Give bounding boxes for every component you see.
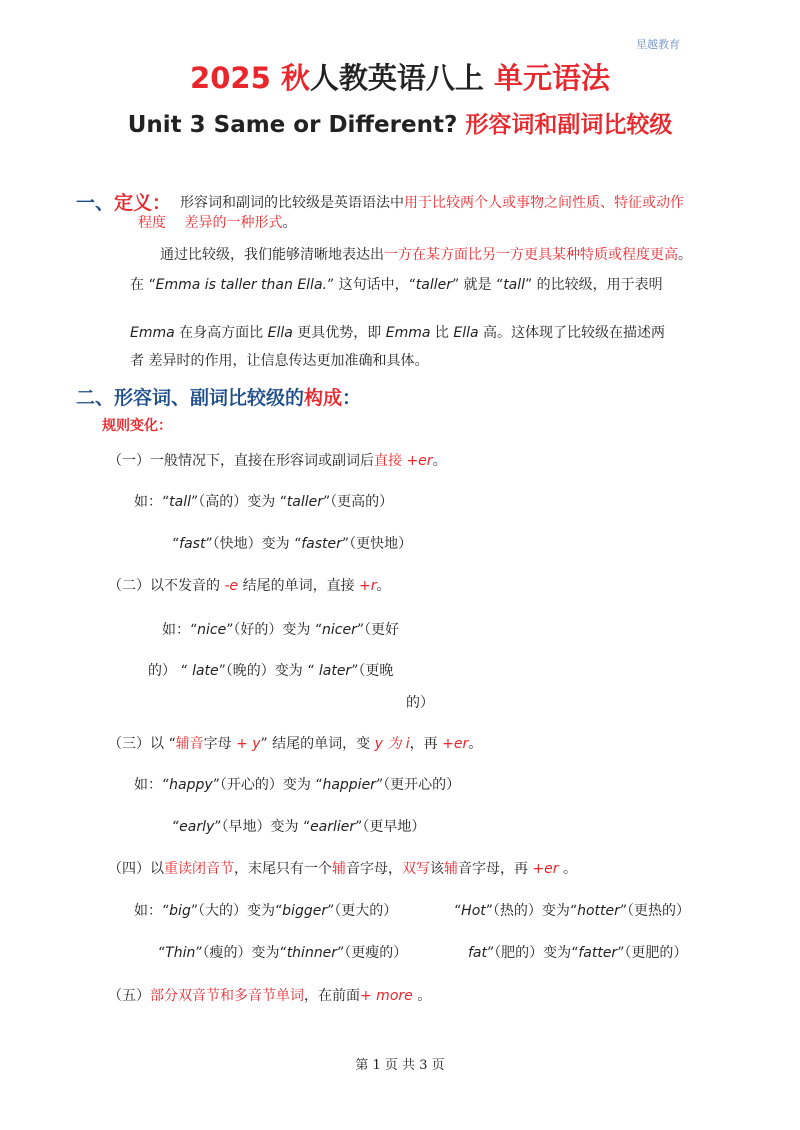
rule3 (108, 733, 482, 753)
p2-highlight: 一方在某方面比另一方更具某种特质或程度更高 (384, 247, 678, 263)
p4-name: Emma (385, 325, 431, 341)
ex-text: 如：“ (134, 777, 170, 793)
rule5 (108, 985, 431, 1005)
definition-end: 。 (282, 215, 297, 231)
ex-text: ”（大的）变为“ (190, 903, 283, 919)
ex-word: early (179, 819, 215, 835)
p4-text: 更具优势，即 (292, 325, 386, 341)
rule2-example1 (162, 619, 399, 639)
rule4-example2 (158, 942, 407, 962)
rule4-highlight: 双写 (402, 861, 430, 877)
ex-word: earlier (310, 819, 356, 835)
ex-word: tall (169, 494, 192, 510)
rule4-text: 该 (430, 861, 444, 877)
rule1-text: （一）一般情况下，直接在形容词或副词后 (108, 453, 374, 469)
ex-word: late (192, 663, 219, 679)
ex-word: later (318, 663, 352, 679)
p3-word: taller (415, 277, 452, 293)
rule3-end: 。 (468, 736, 483, 752)
p4-name: Ella (453, 325, 479, 341)
ex-word: fat (468, 945, 487, 961)
ex-text: ”（开心的）变为 “ (212, 777, 323, 793)
section2-title-end: ： (342, 387, 362, 409)
ex-word: thinner (286, 945, 338, 961)
definition-highlight-2: 程度 差异的一种形式 (138, 215, 283, 231)
rule2 (108, 575, 391, 595)
rule2-end: 。 (376, 578, 391, 594)
rule1-end: 。 (432, 453, 447, 469)
title-grammar: 单元语法 (493, 61, 610, 95)
ex-text: 如：“ (162, 622, 198, 638)
p3-word: tall (503, 277, 526, 293)
paragraph-5: 者 差异时的作用，让信息传达更加准确和具体。 (130, 353, 429, 369)
section1-heading (76, 188, 171, 215)
paragraph-2 (160, 244, 692, 264)
rule4-highlight: 辅 (444, 861, 458, 877)
ex-text: ”（更好 (356, 622, 400, 638)
rule5-more: + more (360, 988, 413, 1004)
rule5-end: 。 (412, 988, 432, 1004)
paragraph-3 (130, 274, 663, 294)
definition-line1 (180, 192, 684, 212)
ex-text: “ (454, 903, 462, 919)
rule4-highlight: 辅 (332, 861, 346, 877)
rule1-example1 (134, 491, 393, 511)
regular-changes-label: 规则变化： (102, 418, 172, 434)
subtitle-unit: Unit 3 Same or Different? (127, 112, 466, 138)
definition-line2 (138, 212, 296, 232)
ex-text: ”（肥的）变为“ (487, 945, 579, 961)
ex-text: ”（更开心的） (375, 777, 461, 793)
rule1 (108, 450, 447, 470)
footer-text: 第 (355, 1058, 373, 1073)
ex-word: nice (197, 622, 227, 638)
rule3-text: （三）以 “ (108, 736, 176, 752)
ex-word: faster (301, 536, 342, 552)
ex-text: ”（更早地） (355, 819, 426, 835)
ex-word: taller (286, 494, 324, 510)
rule4-highlight: 重读闭音节 (164, 861, 234, 877)
rule2-suffix: -e (224, 578, 239, 594)
definition-text: 形容词和副词的比较级是英语语法中 (180, 195, 404, 211)
rule5-text: ，在前面 (304, 988, 360, 1004)
section2-heading (76, 383, 361, 410)
p2-end: 。 (678, 247, 692, 263)
ex-text: 的） “ (148, 663, 193, 679)
ex-text: ”（更瘦的） (337, 945, 408, 961)
ex-word: happier (322, 777, 376, 793)
rule1-highlight: 直接 (374, 453, 407, 469)
ex-text: “ (172, 819, 180, 835)
rule3-change: y 为 i (374, 736, 410, 752)
p4-text: 在身高方面比 (174, 325, 268, 341)
ex-text: ”（更大的） (327, 903, 398, 919)
title-year: 2025 秋 (190, 61, 310, 95)
rule5-text: （五） (108, 988, 150, 1004)
total-pages: 3 (419, 1058, 428, 1073)
page-subtitle (0, 106, 800, 139)
ex-word: fast (179, 536, 206, 552)
section2-title: 二、形容词、副词比较级的 (76, 387, 305, 409)
rule3-highlight: 辅音 (175, 736, 204, 752)
rule2-example2 (148, 660, 393, 680)
subtitle-topic: 形容词和副词比较级 (465, 112, 673, 138)
footer-text: 页 共 (380, 1058, 420, 1073)
rule4-text: 音字母，再 (458, 861, 533, 877)
ex-word: Hot (461, 903, 486, 919)
rule2-text: （二）以不发音的 (108, 578, 225, 594)
footer-text: 页 (427, 1058, 445, 1073)
ex-text: ”（热的）变为“ (485, 903, 578, 919)
ex-text: “ (158, 945, 166, 961)
definition-highlight: 用于比较两个人或事物之间性质、特征或动作 (404, 195, 684, 211)
rule4-text: 音字母， (346, 861, 402, 877)
rule4-text: （四）以 (108, 861, 164, 877)
ex-text: ”（好的）变为 “ (226, 622, 323, 638)
section1-number: 一、 (76, 192, 115, 214)
watermark: 星越教育 (636, 38, 680, 51)
rule3-text: 字母 (203, 736, 237, 752)
rule5-highlight: 部分双音节和多音节单词 (150, 988, 304, 1004)
rule2-text: 结尾的单词，直接 (238, 578, 360, 594)
current-page: 1 (372, 1058, 381, 1073)
ex-text: ”（高的）变为 “ (191, 494, 287, 510)
title-main: 人教英语八上 (309, 61, 494, 95)
rule4-example2b (468, 942, 687, 962)
ex-text: 如：“ (134, 494, 170, 510)
rule4 (108, 858, 577, 878)
ex-word: happy (169, 777, 213, 793)
rule3-text: ” 结尾的单词，变 (260, 736, 375, 752)
ex-word: Thin (165, 945, 196, 961)
rule1-example2 (172, 533, 412, 553)
ex-text: ”（更肥的） (617, 945, 688, 961)
p4-name: Emma (130, 325, 175, 341)
rule1-suffix: +er (406, 453, 433, 469)
ex-text: ”（更快地） (341, 536, 413, 552)
section2-title-highlight: 构成 (304, 387, 343, 409)
p4-text: 高。这体现了比较级在描述两 (478, 325, 666, 341)
page-footer (0, 1054, 800, 1073)
rule4-text: ，末尾只有一个 (234, 861, 332, 877)
rule3-example2 (172, 816, 425, 836)
ex-word: hotter (577, 903, 620, 919)
rule3-suffix: + y (236, 736, 261, 752)
p2-text: 通过比较级，我们能够清晰地表达出 (160, 247, 384, 263)
p3-text: 在 “ (130, 277, 156, 293)
p3-text: ” 这句话中，“ (326, 277, 416, 293)
p3-text: ” 的比较级，用于表明 (525, 277, 663, 293)
ex-text: ”（快地）变为 “ (205, 536, 302, 552)
rule3-example1 (134, 774, 460, 794)
ex-text: 如：“ (134, 903, 170, 919)
rule4-example1b (454, 900, 690, 920)
p4-name: Ella (267, 325, 293, 341)
rule4-example1 (134, 900, 397, 920)
ex-text: ”（瘦的）变为“ (195, 945, 287, 961)
ex-text: ”（更晚 (351, 663, 394, 679)
rule4-end: 。 (558, 861, 578, 877)
rule2-suffix: +r (359, 578, 377, 594)
p4-text: 比 (430, 325, 454, 341)
ex-word: bigger (282, 903, 328, 919)
ex-text: ”（更高的） (323, 494, 394, 510)
ex-text: ”（晚的）变为 “ (218, 663, 319, 679)
p3-text: ” 就是 “ (451, 277, 504, 293)
paragraph-4 (130, 322, 665, 342)
rule2-example2-wrap: 的） (406, 695, 434, 711)
ex-word: big (169, 903, 191, 919)
ex-text: ”（早地）变为 “ (214, 819, 311, 835)
ex-word: nicer (322, 622, 357, 638)
rule3-text: ，再 (409, 736, 443, 752)
rule3-suffix: +er (442, 736, 469, 752)
page-title (0, 56, 800, 97)
rule4-suffix: +er (532, 861, 559, 877)
section1-label: 定义： (114, 192, 172, 214)
ex-text: “ (172, 536, 180, 552)
ex-word: fatter (578, 945, 618, 961)
p3-example: Emma is taller than Ella. (155, 277, 327, 293)
ex-text: ”（更热的） (619, 903, 691, 919)
